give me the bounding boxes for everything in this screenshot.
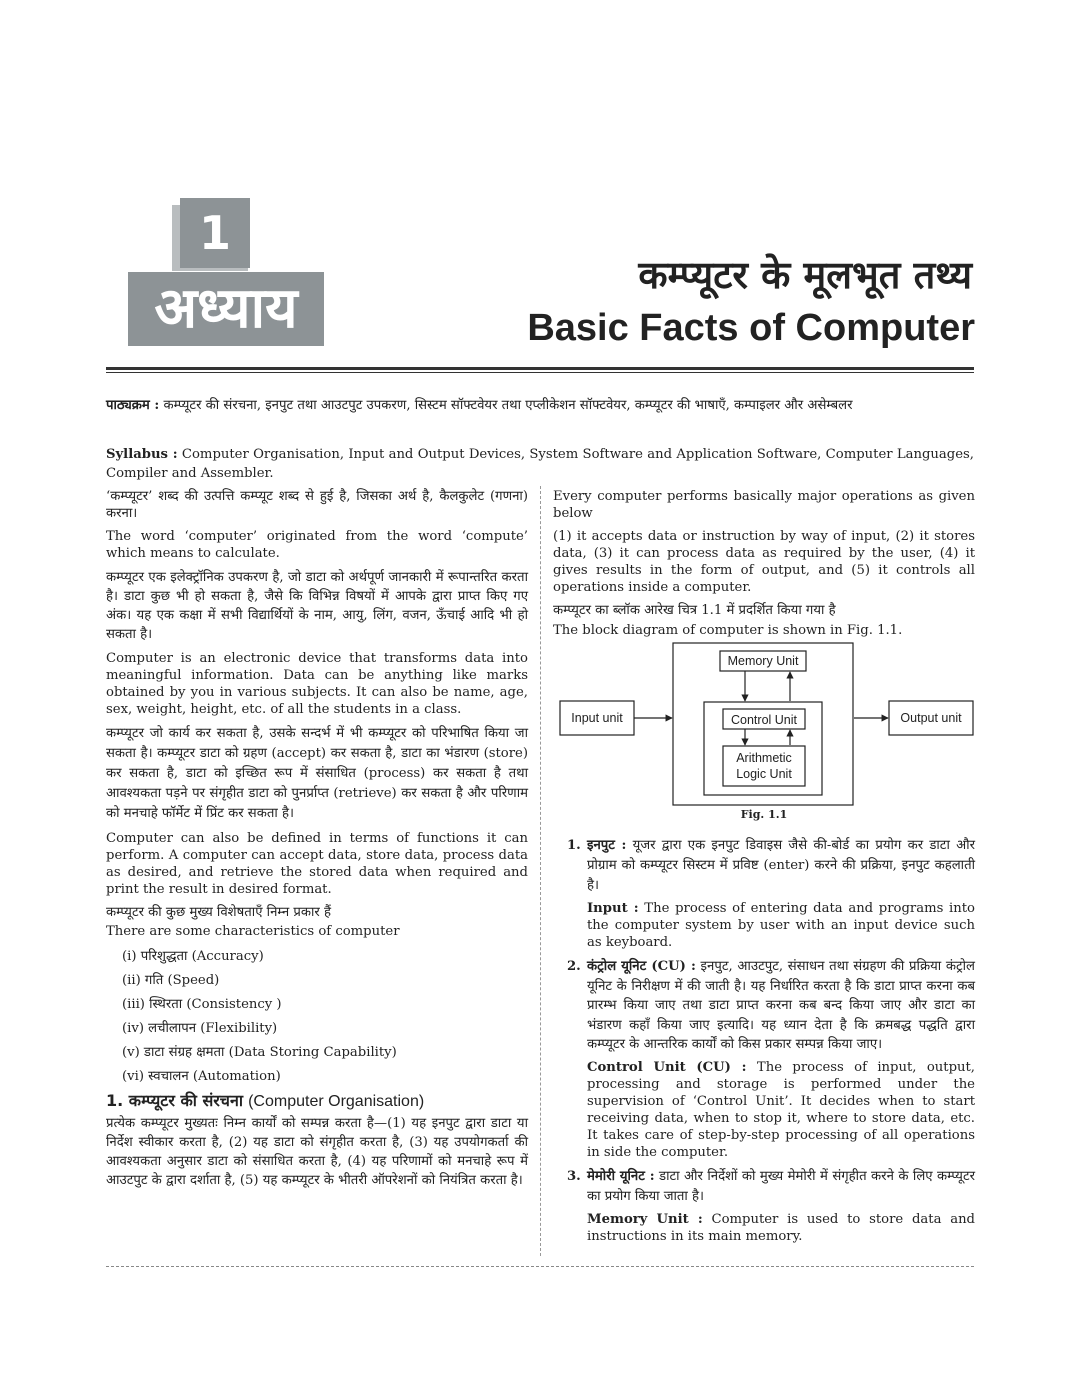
list-item: (v) डाटा संग्रह क्षमता (Data Storing Capability) xyxy=(122,1045,397,1060)
syllabus-english-label: Syllabus : xyxy=(106,447,178,462)
item-title-english: Input : xyxy=(587,901,639,916)
input-unit-label: Input unit xyxy=(571,711,623,725)
chapter-number: 1 xyxy=(180,198,250,268)
syllabus-hindi-label: पाठ्यक्रम : xyxy=(106,398,160,413)
section-heading xyxy=(106,1092,528,1110)
paragraph: कम्प्यूटर की कुछ मुख्य विशेषताएँ निम्न प्रकार हैं xyxy=(106,905,332,920)
paragraph: कम्प्यूटर एक इलेक्ट्रॉनिक उपकरण है, जो डाटा को अर्थपूर्ण जानकारी में रूपान्तरित करता है। डाटा कुछ भी हो सकता है, जैसे कि विभिन्न विषयों में आपके द्वारा प्राप्त किए गए अंक। यह एक कक्षा में सभी विद्यार्थियों के नाम, आयु, लिंग, वजन, ऊँचाई आदि भी हो सकता है। xyxy=(106,570,528,642)
list-item xyxy=(553,957,975,1055)
alu-label-line2: Logic Unit xyxy=(736,767,792,781)
header-rule xyxy=(106,367,974,370)
list-item: (iv) लचीलापन (Flexibility) xyxy=(122,1021,278,1036)
item-english xyxy=(587,1059,975,1161)
item-text-hindi: डाटा और निर्देशों को मुख्य मेमोरी में संगृहीत करने के लिए कम्प्यूटर का प्रयोग किया जाता है। xyxy=(587,1168,975,1204)
list-item xyxy=(553,836,975,896)
item-number: 3. xyxy=(567,1168,581,1184)
column-divider xyxy=(540,486,541,1256)
list-item: (i) परिशुद्धता (Accuracy) xyxy=(122,949,264,964)
section-heading-english: (Computer Organisation) xyxy=(248,1093,425,1110)
list-item: (ii) गति (Speed) xyxy=(122,973,220,988)
figure-caption: Fig. 1.1 xyxy=(740,808,788,821)
paragraph: Every computer performs basically major operations as given below xyxy=(553,489,975,521)
chapter-title-english: Basic Facts of Computer xyxy=(527,307,975,349)
item-title-hindi: इनपुट : xyxy=(587,838,627,853)
list-item: (iii) स्थिरता (Consistency ) xyxy=(122,997,282,1012)
syllabus-english-text: Computer Organisation, Input and Output Devices, System Software and Application Software, Computer Languages, Compiler and Assembler. xyxy=(106,447,974,481)
right-column-items xyxy=(553,836,975,1251)
list-item: (vi) स्वचालन (Automation) xyxy=(122,1069,281,1084)
item-number: 2. xyxy=(567,959,581,974)
item-title-hindi: मेमोरी यूनिट : xyxy=(587,1168,655,1184)
paragraph: Computer is an electronic device that transforms data into meaningful information. Data can be anything like marks obtained by you in various subjects. It can also be name, age, sex, weight, height, etc. of all the students in a class. xyxy=(106,651,528,717)
block-diagram xyxy=(558,640,976,828)
header-rule-thin xyxy=(106,372,974,373)
output-unit-label: Output unit xyxy=(900,711,962,725)
footer-rule xyxy=(106,1266,974,1267)
syllabus-hindi-text: कम्प्यूटर की संरचना, इनपुट तथा आउटपुट उपकरण, सिस्टम सॉफ्टवेयर तथा एप्लीकेशन सॉफ्टवेयर, कम्प्यूटर की भाषाएँ, कम्पाइलर और असेम्बलर xyxy=(163,398,853,413)
paragraph: Computer can also be defined in terms of functions it can perform. A computer can accept data, store data, process data as desired, and retrieve the stored data when required and print the result in desired format. xyxy=(106,831,528,897)
paragraph: कम्प्यूटर जो कार्य कर सकता है, उसके सन्दर्भ में भी कम्प्यूटर को परिभाषित किया जा सकता है। कम्प्यूटर डाटा को ग्रहण (accept) कर सकता है, डाटा का भंडारण (store) कर सकता है, डाटा को इच्छित रूप में संसाधित (process) कर सकता है तथा आवश्यकता पड़ने पर संगृहीत डाटा को पुनर्प्राप्त (retrieve) कर सकता है और परिणाम को मनचाहे फॉर्मेट में प्रिंट कर सकता है। xyxy=(106,726,528,821)
section-heading-hindi: 1. कम्प्यूटर की संरचना xyxy=(106,1091,243,1110)
item-text-english: The process of input, output, processing and storage is performed under the supervision of ‘Control Unit’. It decides when to start receiving data, when to stop it, where to store data, etc. It takes care of step-by-step processing of all operations in side the computer. xyxy=(587,1059,975,1160)
paragraph: The word ‘computer’ originated from the word ‘compute’ which means to calculate. xyxy=(106,529,528,561)
paragraph: There are some characteristics of computer xyxy=(106,924,400,939)
syllabus-english xyxy=(106,445,974,483)
left-column xyxy=(106,488,528,1196)
item-text-hindi: यूजर द्वारा एक इनपुट डिवाइस जैसे की-बोर्ड का प्रयोग कर डाटा और प्रोग्राम को कम्प्यूटर सिस्टम में प्रविष्ट (enter) करने की प्रक्रिया, इनपुट कहलाती है। xyxy=(587,838,975,893)
control-unit-label: Control Unit xyxy=(731,713,797,727)
item-title-english: Memory Unit : xyxy=(587,1211,703,1227)
item-english xyxy=(587,900,975,951)
paragraph: कम्प्यूटर का ब्लॉक आरेख चित्र 1.1 में प्रदर्शित किया गया है xyxy=(553,603,836,618)
item-number: 1. xyxy=(567,838,581,853)
syllabus-hindi xyxy=(106,396,974,415)
paragraph: (1) it accepts data or instruction by way of input, (2) it stores data, (3) it can process data as required by the user, (4) it gives results in the form of output, and (5) it controls all operations inside a computer. xyxy=(553,529,975,595)
paragraph: प्रत्येक कम्प्यूटर मुख्यतः निम्न कार्यों को सम्पन्न करता है—(1) यह इनपुट द्वारा डाटा या निर्देश स्वीकार करता है, (2) यह डाटा को संगृहीत करता है, (3) यह उपयोगकर्ता की आवश्यकता अनुसार डाटा को संसाधित करता है, (4) यह परिणामों को मनचाहे रूप में आउटपुट के द्वारा दर्शाता है, (5) यह कम्प्यूटर के भीतरी ऑपरेशनों को नियंत्रित करता है। xyxy=(106,1116,528,1188)
chapter-title-hindi: कम्प्यूटर के मूलभूत तथ्य xyxy=(638,253,972,297)
item-english xyxy=(587,1211,975,1245)
paragraph: The block diagram of computer is shown in Fig. 1.1. xyxy=(553,623,903,638)
list-item xyxy=(553,1167,975,1207)
paragraph: ‘कम्प्यूटर’ शब्द की उत्पत्ति कम्प्यूट शब्द से हुई है, जिसका अर्थ है, कैलकुलेट (गणना) करना। xyxy=(106,489,528,521)
item-title-hindi: कंट्रोल यूनिट (CU) : xyxy=(587,959,696,974)
memory-unit-label: Memory Unit xyxy=(727,654,799,668)
item-text-english: Computer is used to store data and instructions in its main memory. xyxy=(587,1211,975,1244)
chapter-word: अध्याय xyxy=(128,272,324,346)
item-text-english: The process of entering data and programs into the computer system by user with an input device such as keyboard. xyxy=(587,901,975,950)
right-column-top xyxy=(553,488,975,645)
alu-label-line1: Arithmetic xyxy=(736,751,792,765)
item-text-hindi: इनपुट, आउटपुट, संसाधन तथा संग्रहण की प्रक्रिया कंट्रोल यूनिट के निरीक्षण में की जाती है। यह निर्धारित करता है कि डाटा प्राप्त करना कब प्रारम्भ किया जाए तथा डाटा प्राप्त करना कब बन्द किया जाए और डाटा का भंडारण कहाँ किया जाए इत्यादि। यह ध्यान देता है कि क्रमबद्ध पद्धति द्वारा कम्प्यूटर के आन्तरिक कार्यों को किस प्रकार सम्पन्न किया जाए। xyxy=(587,959,976,1052)
item-title-english: Control Unit (CU) : xyxy=(587,1059,747,1075)
